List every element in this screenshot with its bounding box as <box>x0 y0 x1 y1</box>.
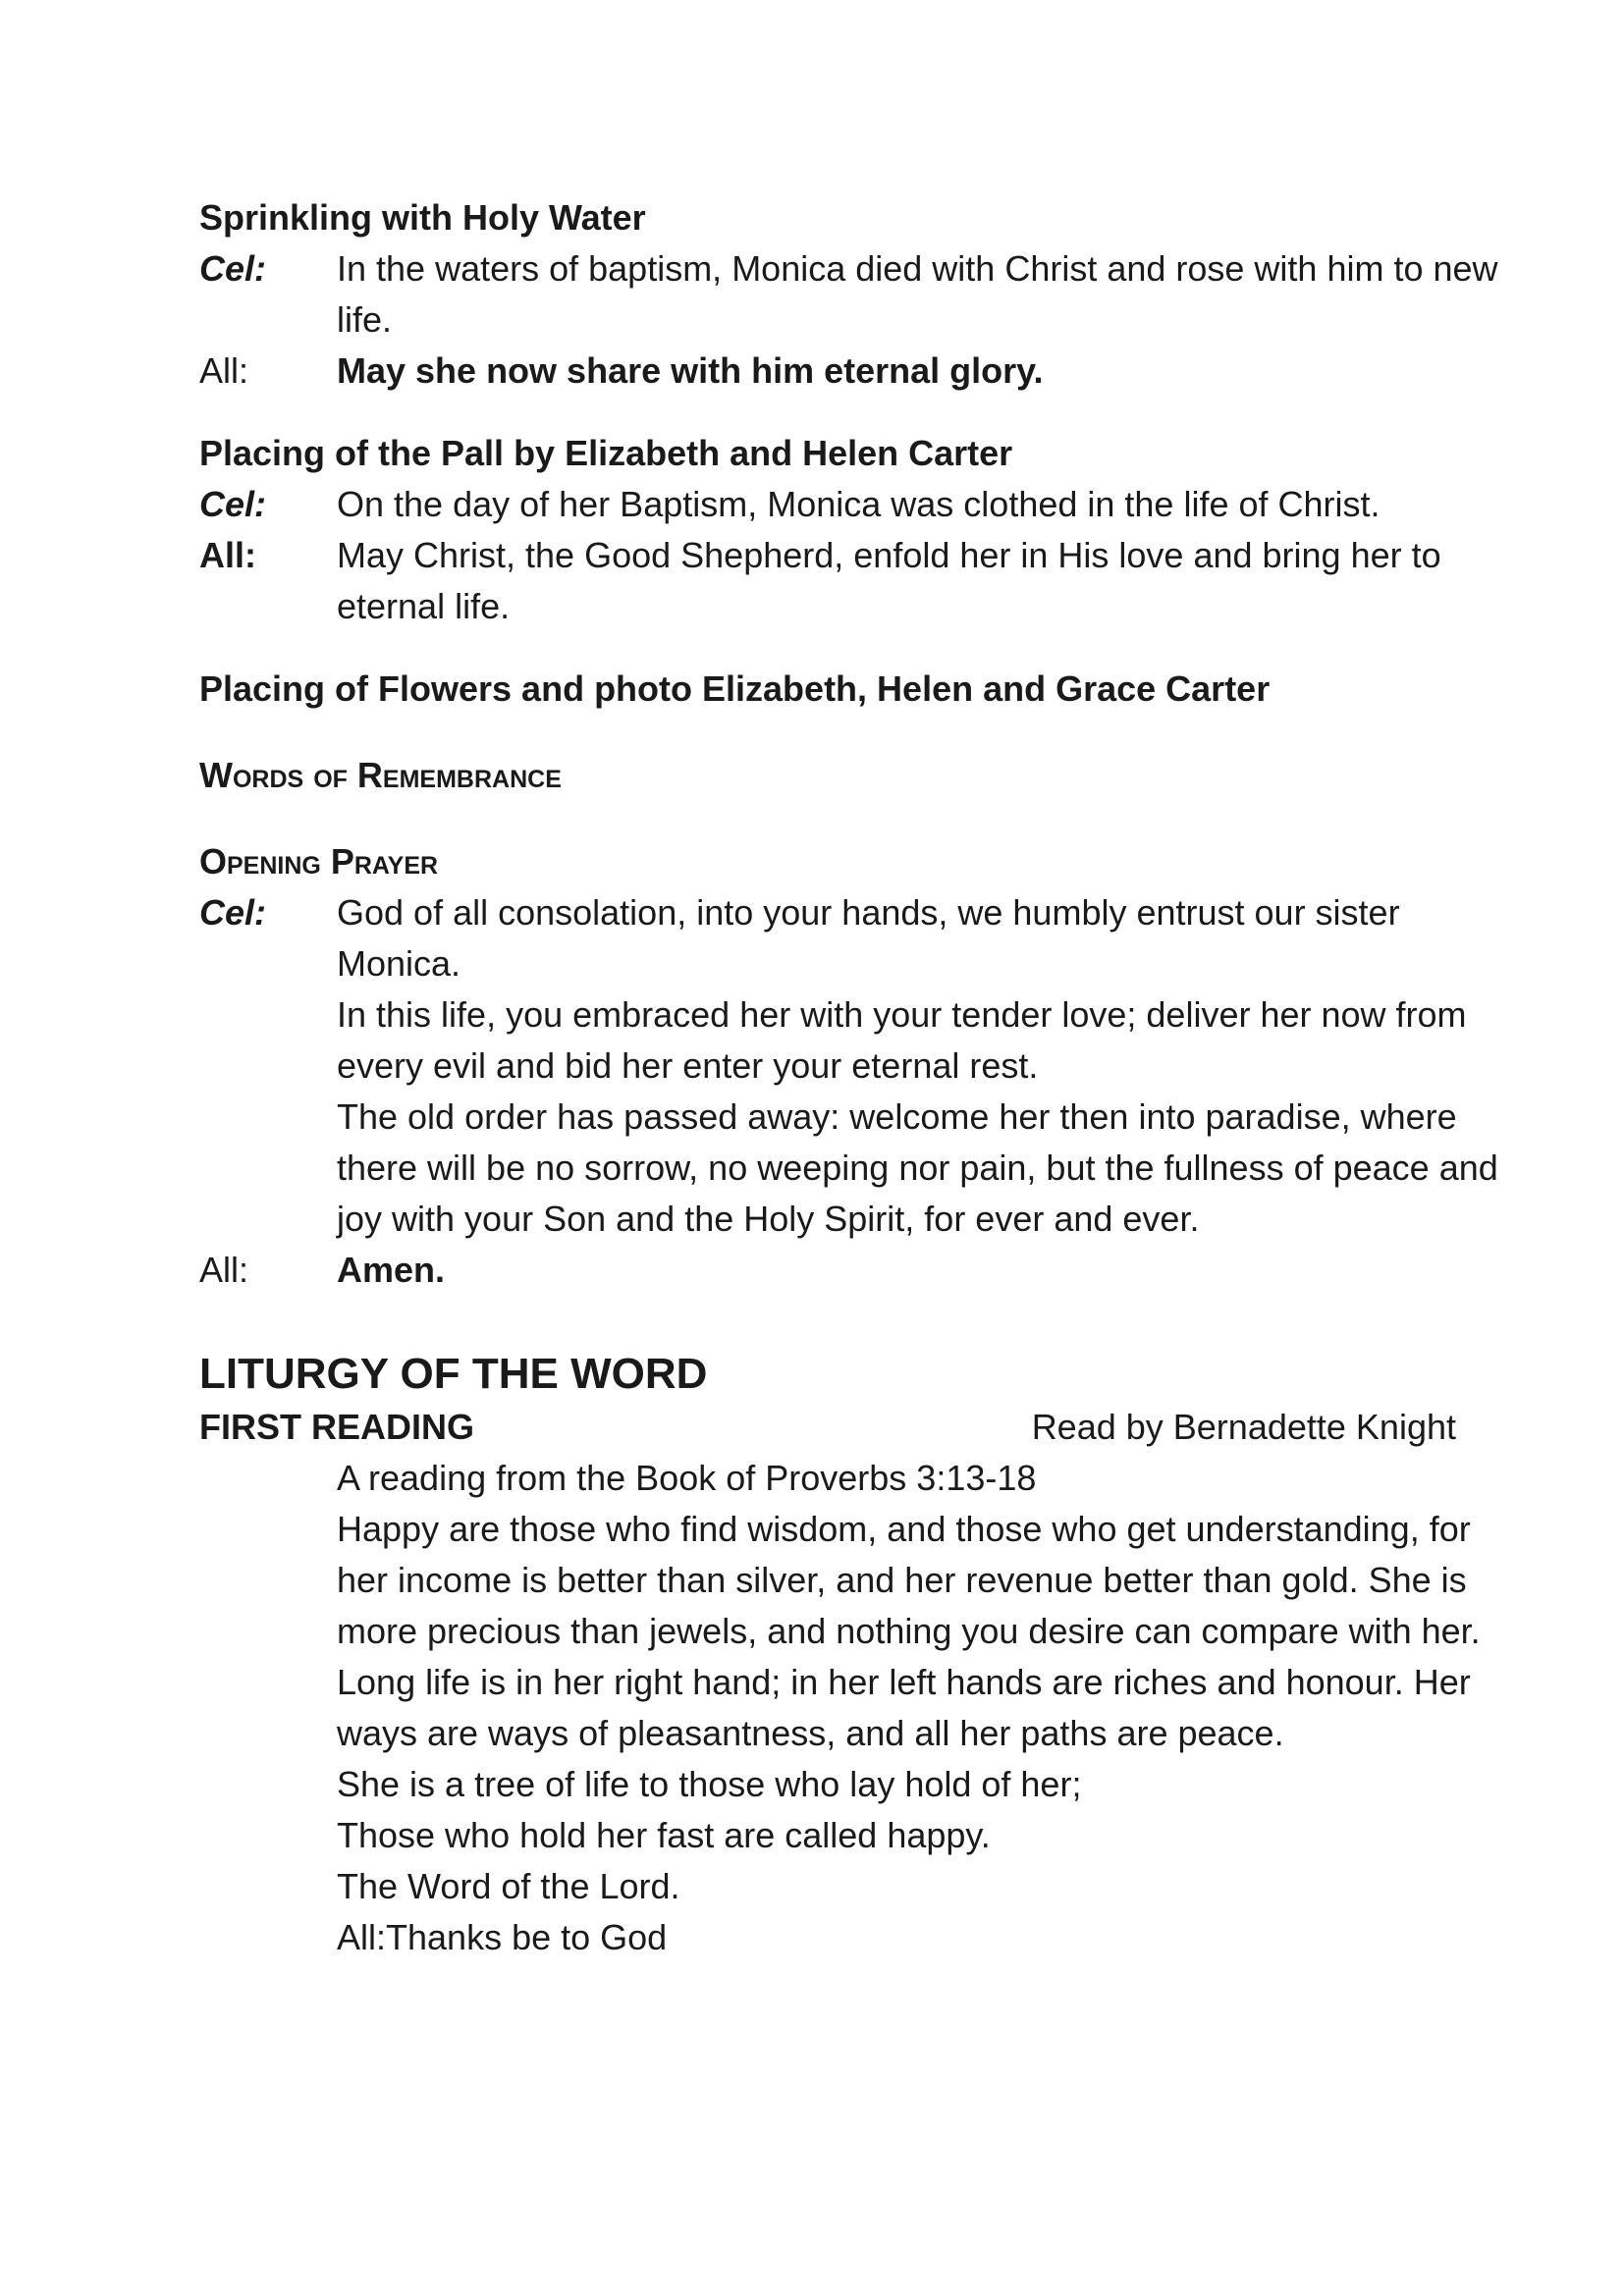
opening-prayer-cel-row <box>199 887 1515 1245</box>
sprinkling-all-row <box>199 346 1515 397</box>
sprinkling-all-text: May she now share with him eternal glory. <box>337 350 1044 391</box>
pall-cel-text: On the day of her Baptism, Monica was clothed in the life of Christ. <box>337 484 1380 524</box>
reading-line: All:Thanks be to God <box>337 1917 668 1957</box>
speaker-label: Cel: <box>199 484 267 524</box>
sprinkling-cel-row <box>199 243 1515 346</box>
sprinkling-heading: Sprinkling with Holy Water <box>199 197 646 238</box>
flowers-heading: Placing of Flowers and photo Elizabeth, Helen and Grace Carter <box>199 668 1271 709</box>
speaker-label: Cel: <box>199 892 267 933</box>
first-reading-header <box>199 1402 1456 1453</box>
reading-line: A reading from the Book of Proverbs 3:13-18 <box>337 1458 1037 1498</box>
opening-prayer-amen: Amen. <box>337 1250 446 1290</box>
liturgy-heading: LITURGY OF THE WORD <box>199 1350 708 1398</box>
first-reading-body <box>337 1453 1515 1963</box>
reading-line: Happy are those who find wisdom, and those who get understanding, for her income is better than silver, and her revenue better than gold. She is more precious than jewels, and nothing you desire can compare with her. <box>337 1509 1481 1651</box>
reading-line: Long life is in her right hand; in her left hands are riches and honour. Her ways are ways of pleasantness, and all her paths are peace. <box>337 1662 1471 1753</box>
speaker-label: All: <box>199 535 256 575</box>
speaker-label: Cel: <box>199 248 267 289</box>
opening-prayer-all-row <box>199 1245 1515 1296</box>
page-content <box>199 192 1515 1963</box>
first-reading-reader: Read by Bernadette Knight <box>1031 1407 1456 1447</box>
remembrance-heading: Words of Remembrance <box>199 755 562 795</box>
pall-all-text: May Christ, the Good Shepherd, enfold her in His love and bring her to eternal life. <box>337 535 1441 626</box>
speaker-label: All: <box>199 350 249 391</box>
opening-prayer-heading: Opening Prayer <box>199 841 439 881</box>
prayer-paragraph: The old order has passed away: welcome her then into paradise, where there will be no sorrow, no weeping nor pain, but the fullness of peace and joy with your Son and the Holy Spirit, for ever and ever. <box>337 1096 1498 1239</box>
pall-cel-row <box>199 479 1515 530</box>
prayer-paragraph: In this life, you embraced her with your tender love; deliver her now from every evil and bid her enter your eternal rest. <box>337 994 1467 1086</box>
sprinkling-cel-text: In the waters of baptism, Monica died with Christ and rose with him to new life. <box>337 248 1498 340</box>
opening-prayer-text <box>337 887 1515 1245</box>
reading-line: Those who hold her fast are called happy. <box>337 1815 991 1855</box>
first-reading-title: FIRST READING <box>199 1407 475 1447</box>
prayer-paragraph: God of all consolation, into your hands, we humbly entrust our sister Monica. <box>337 892 1400 984</box>
speaker-label: All: <box>199 1250 249 1290</box>
pall-all-row <box>199 530 1515 632</box>
pall-heading: Placing of the Pall by Elizabeth and Helen Carter <box>199 433 1013 473</box>
reading-line: The Word of the Lord. <box>337 1866 680 1906</box>
reading-line: She is a tree of life to those who lay hold of her; <box>337 1764 1082 1804</box>
